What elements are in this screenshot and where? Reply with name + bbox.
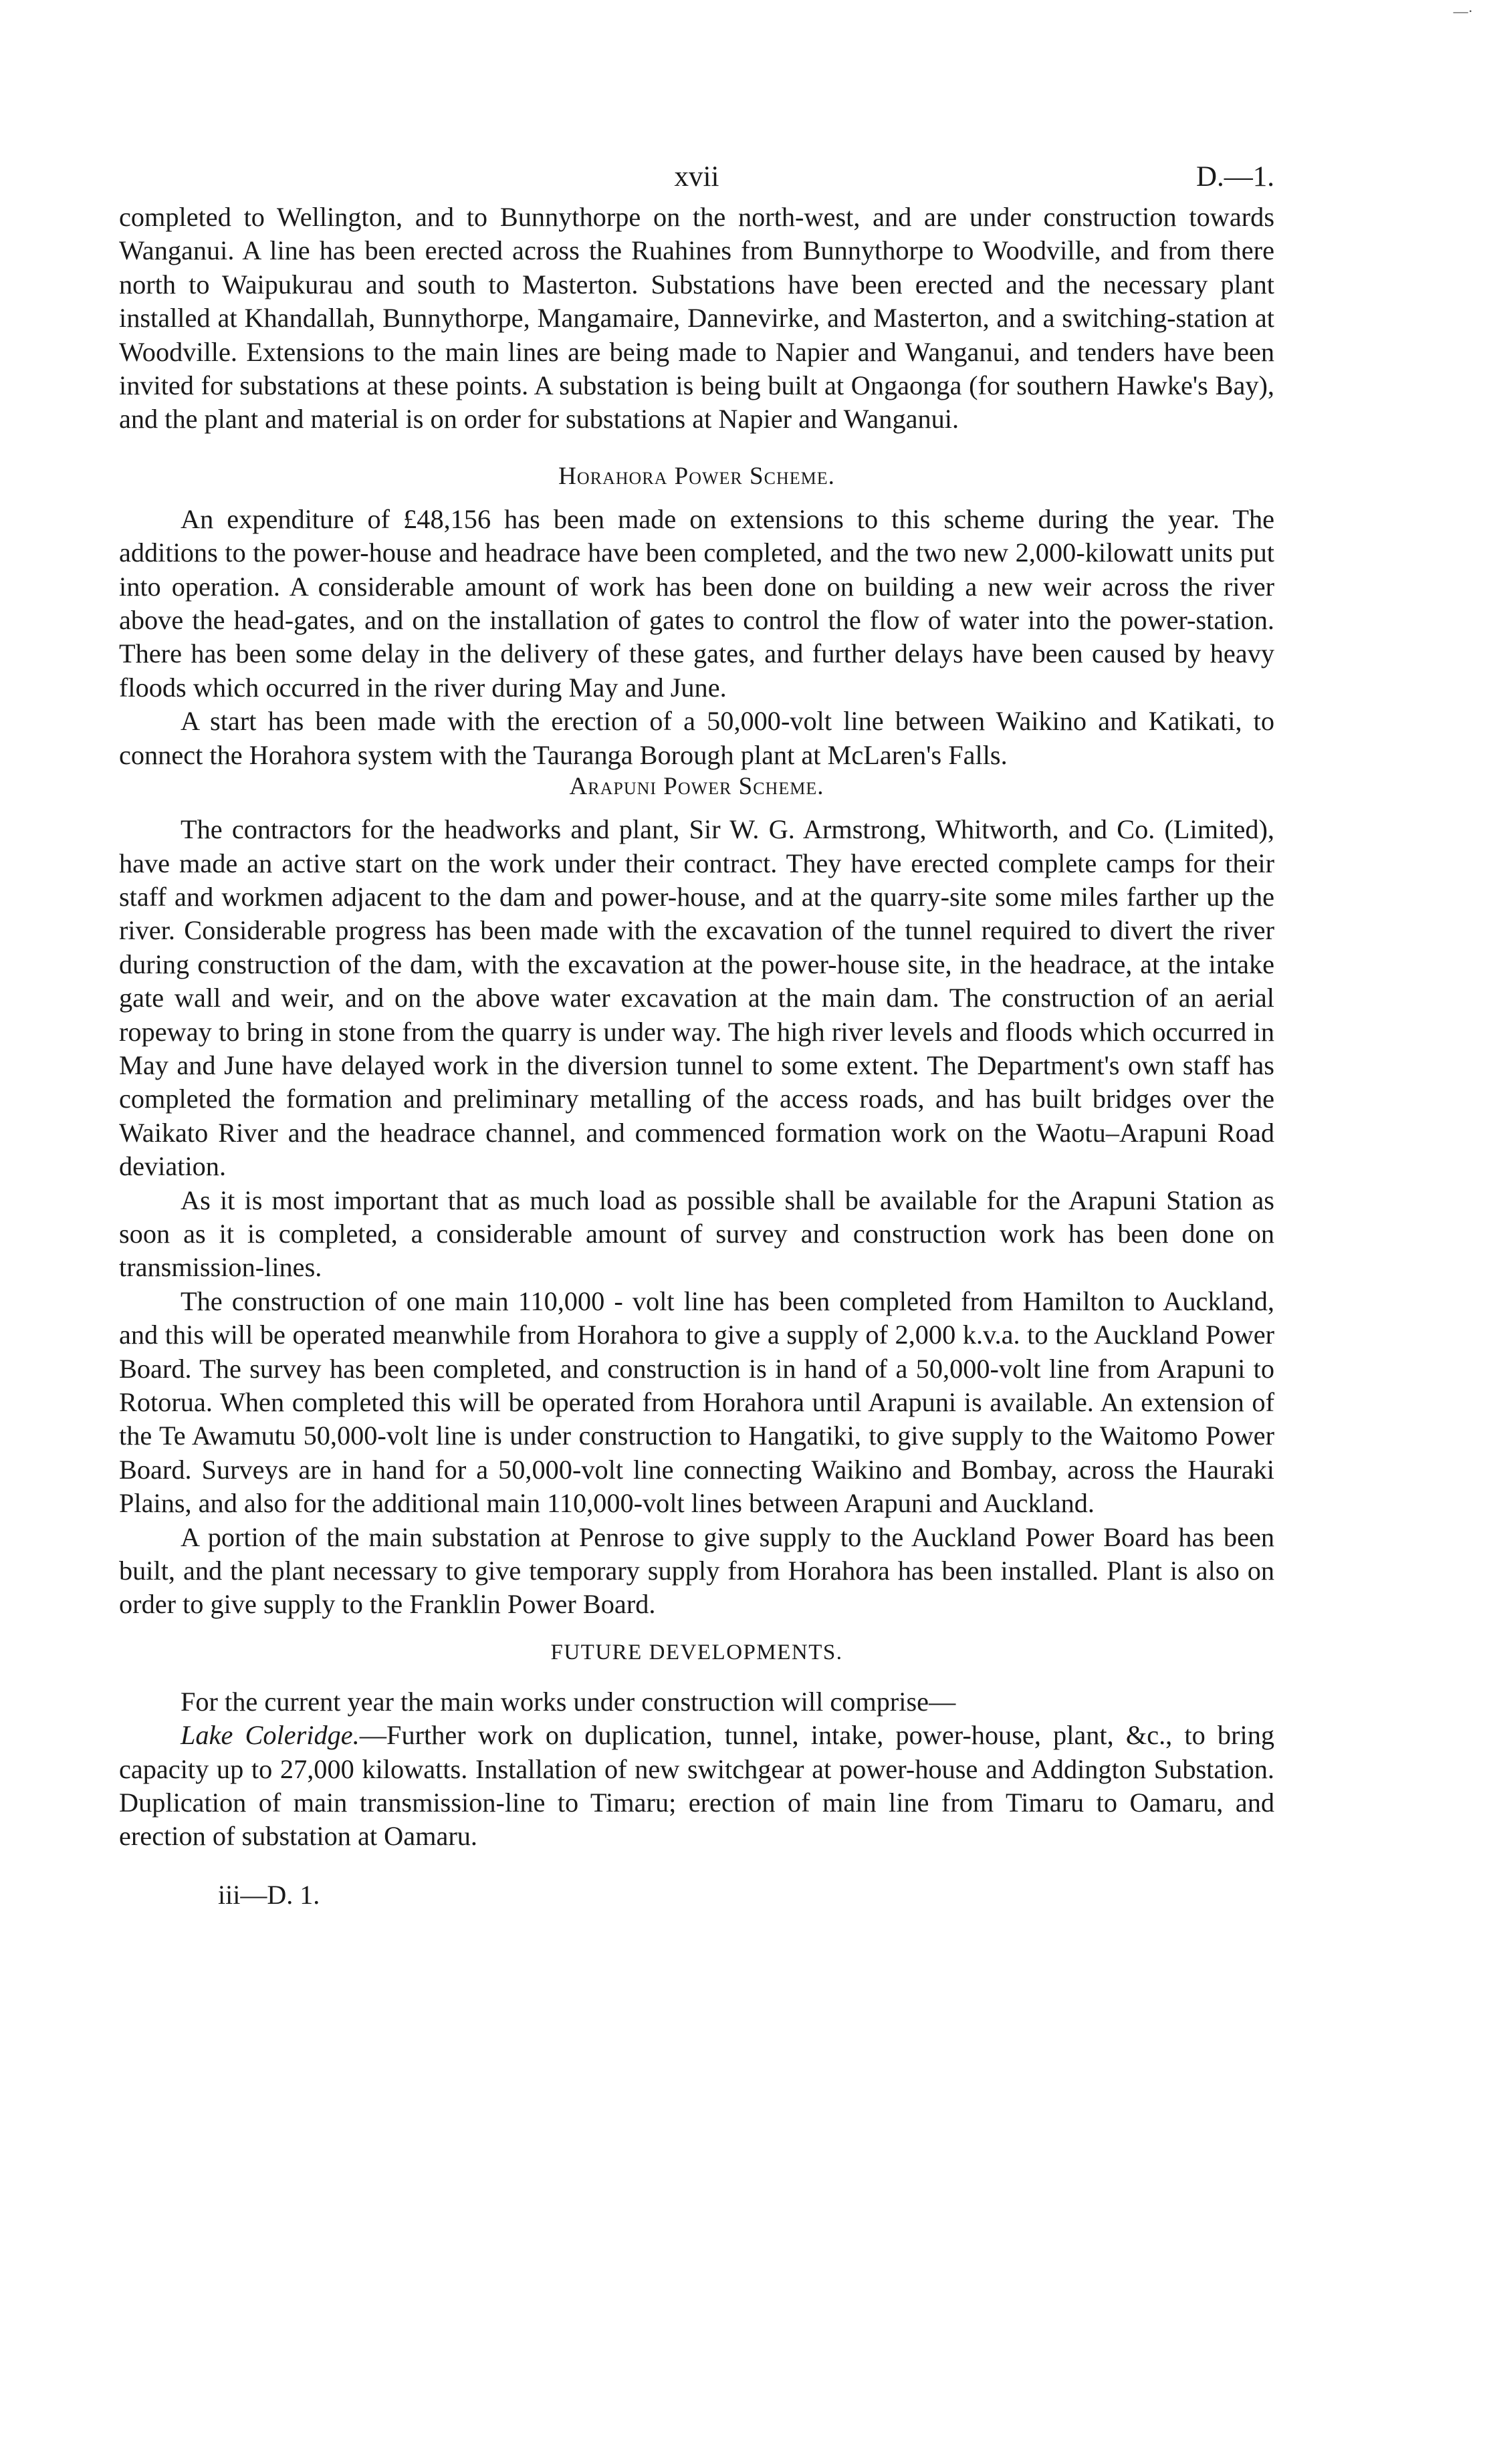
section-heading-horahora: Horahora Power Scheme. [558,462,835,490]
paragraph-arapuni-load: As it is most important that as much load as possible shall be available for the Arapuni Station as soon as it is completed, a considerable amount of survey and construction work has been done on transmission-lines. [119,1185,1274,1283]
document-page [119,160,1274,1911]
paragraph-penrose-substation: A portion of the main substation at Penrose to give supply to the Auckland Power Board has been built, and the plant necessary to give temporary supply from Horahora has been installed. Plant is also on order to give supply to the Franklin Power Board. [119,1521,1274,1620]
paragraph-horahora-line: A start has been made with the erection of a 50,000-volt line between Waikino and Katikati, to connect the Horahora system with the Tauranga Borough plant at McLaren's Falls. [119,706,1274,770]
paragraph-arapuni-contractors: The contractors for the headworks and plant, Sir W. G. Armstrong, Whitworth, and Co. (Limited), have made an active start on the work under their contract. They have erected complete camps for their staff and workmen adjacent to the dam and power-house, and at the quarry-site some miles farther up the river. Considerable progress has been made with the excavation of the tunnel required to divert the river during construction of the dam, with the excavation at the power-house site, in the headrace, at the intake gate wall and weir, and on the above water excavation at the main dam. The construction of an aerial ropeway to bring in stone from the quarry is under way. The high river levels and floods which occurred in May and June have delayed work in the diversion tunnel to some extent. The Department's own staff has completed the formation and preliminary metalling of the access roads, and has built bridges over the Waikato River and the headrace channel, and commenced formation work on the Waotu–Arapuni Road deviation. [119,814,1274,1182]
page-header [119,160,1274,201]
paragraph-horahora-expenditure: An expenditure of £48,156 has been made on extensions to this scheme during the year. The additions to the power-house and headrace have been completed, and the two new 2,000-kilowatt units put into operation. A considerable amount of work has been done on building a new weir across the river above the head-gates, and on the installation of gates to control the flow of water into the power-station. There has been some delay in the delivery of these gates, and further delays have been caused by heavy floods which occurred in the river during May and June. [119,503,1274,703]
paragraph-current-year: For the current year the main works under construction will comprise— [181,1686,956,1717]
section-heading-arapuni: Arapuni Power Scheme. [569,773,824,801]
document-code: D.—1. [1195,161,1274,193]
page-number: xvii [674,161,719,193]
section-heading-future-developments: FUTURE DEVELOPMENTS. [550,1640,843,1665]
signature-mark: iii—D. 1. [218,1879,320,1910]
corner-mark: —· [1453,3,1473,19]
paragraph-arapuni-lines: The construction of one main 110,000 - volt line has been completed from Hamilton to Auckland, and this will be operated meanwhile from Horahora to give a supply of 2,000 k.v.a. to the Auckland Power Board. The survey has been completed, and construction is in hand of a 50,000-volt line from Arapuni to Rotorua. When completed this will be operated from Horahora until Arapuni is available. An extension of the Te Awamutu 50,000-volt line is under construction to Hangatiki, to give supply to the Waitomo Power Board. Surveys are in hand for a 50,000-volt line connecting Waikino and Bombay, across the Hauraki Plains, and also for the additional main 110,000-volt lines between Arapuni and Auckland. [119,1285,1274,1519]
paragraph-transmission-lines: completed to Wellington, and to Bunnythorpe on the north-west, and are under construction towards Wanganui. A line has been erected across the Ruahines from Bunnythorpe to Woodville, and from there north to Waipukurau and south to Masterton. Substations have been erected and the necessary plant installed at Khandallah, Bunnythorpe, Mangamaire, Dannevirke, and Masterton, and a switching-station at Woodville. Extensions to the main lines are being made to Napier and Wanganui, and tenders have been invited for substations at these points. A substation is being built at Ongaonga (for southern Hawke's Bay), and the plant and material is on order for substations at Napier and Wanganui. [119,202,1274,435]
lake-coleridge-body: —Further work on duplication, tunnel, intake, power-house, plant, &c., to bring capacity up to 27,000 kilowatts. Installation of new switchgear at power-house and Addington Substation. Duplication of main transmission-line to Timaru; erection of main line from Timaru to Oamaru, and erection of substation at Oamaru. [119,1720,1274,1852]
paragraph-lake-coleridge [119,1719,1274,1854]
lake-coleridge-lead: Lake Coleridge. [181,1720,360,1751]
